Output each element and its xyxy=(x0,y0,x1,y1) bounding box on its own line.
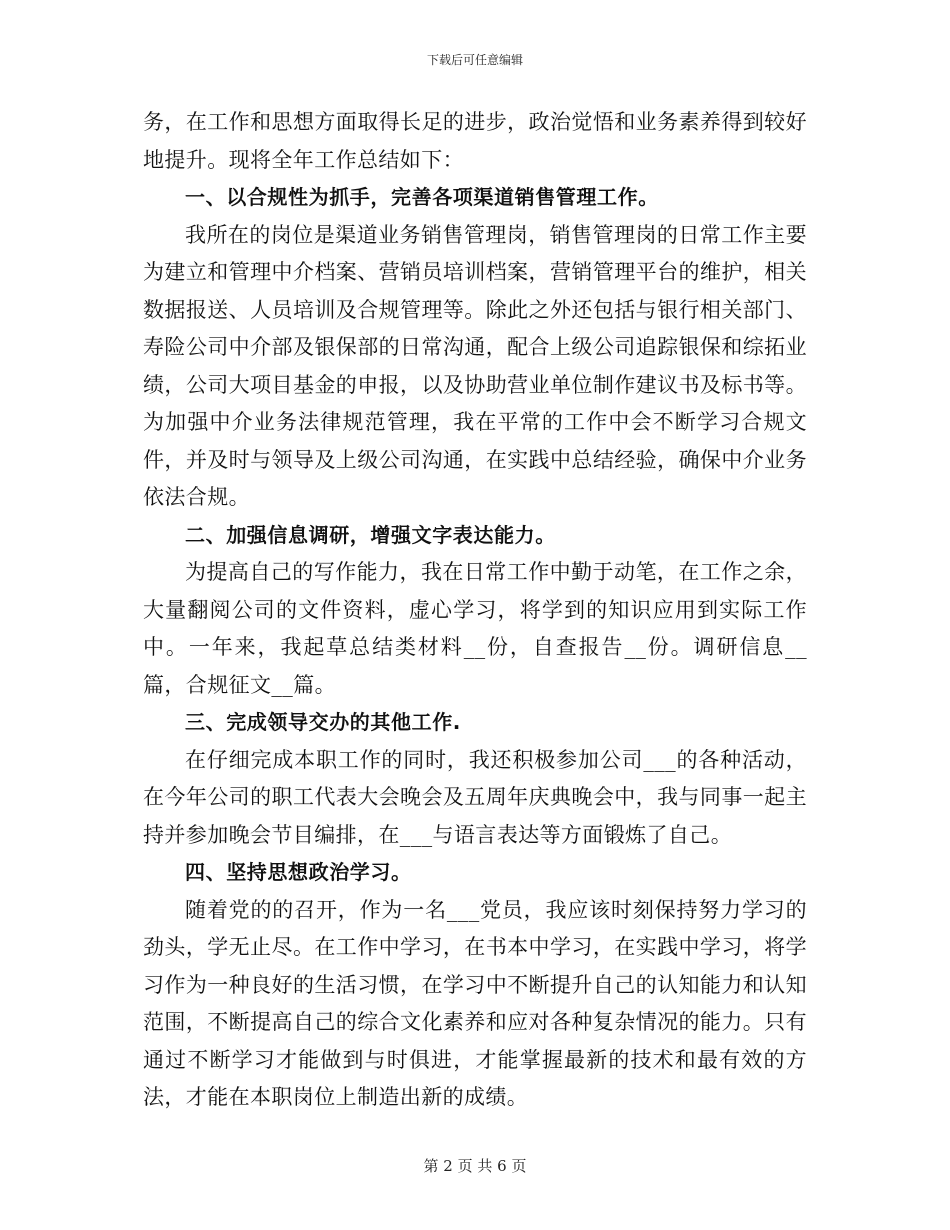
section-paragraph-2: 为提高自己的写作能力，我在日常工作中勤于动笔，在工作之余，大量翻阅公司的文件资料，虚心学习，将学到的知识应用到实际工作中。一年来，我起草总结类材料__份，自查报告__份。调研信息__篇，合规征文__篇。 xyxy=(143,560,807,697)
section-heading-3: 三、完成领导交办的其他工作. xyxy=(185,710,461,734)
intro-paragraph: 务，在工作和思想方面取得长足的进步，政治觉悟和业务素养得到较好地提升。现将全年工作总结如下： xyxy=(143,110,807,172)
section-paragraph-1: 我所在的岗位是渠道业务销售管理岗，销售管理岗的日常工作主要为建立和管理中介档案、营销员培训档案，营销管理平台的维护，相关数据报送、人员培训及合规管理等。除此之外还包括与银行相关部门、寿险公司中介部及银保部的日常沟通，配合上级公司追踪银保和综拓业绩，公司大项目基金的申报，以及协助营业单位制作建议书及标书等。为加强中介业务法律规范管理，我在平常的工作中会不断学习合规文件，并及时与领导及上级公司沟通，在实践中总结经验，确保中介业务依法合规。 xyxy=(143,222,807,509)
section-heading-1: 一、以合规性为抓手，完善各项渠道销售管理工作。 xyxy=(185,185,659,209)
section-heading-2: 二、加强信息调研，增强文字表达能力。 xyxy=(185,522,556,547)
section-heading-4: 四、坚持思想政治学习。 xyxy=(185,860,412,884)
document-body xyxy=(143,104,807,1117)
page-header-note: 下载后可任意编辑 xyxy=(426,53,523,67)
page-number: 第 2 页 共 6 页 xyxy=(423,1157,527,1175)
section-paragraph-4: 随着党的的召开，作为一名___党员，我应该时刻保持努力学习的劲头，学无止尽。在工作中学习，在书本中学习，在实践中学习，将学习作为一种良好的生活习惯，在学习中不断提升自己的认知能力和认知范围，不断提高自己的综合文化素养和应对各种复杂情况的能力。只有通过不断学习才能做到与时俱进，才能掌握最新的技术和最有效的方法，才能在本职岗位上制造出新的成绩。 xyxy=(143,897,807,1109)
section-paragraph-3: 在仔细完成本职工作的同时，我还积极参加公司___的各种活动，在今年公司的职工代表大会晚会及五周年庆典晚会中，我与同事一起主持并参加晚会节目编排，在___与语言表达等方面锻炼了自己。 xyxy=(143,747,807,847)
